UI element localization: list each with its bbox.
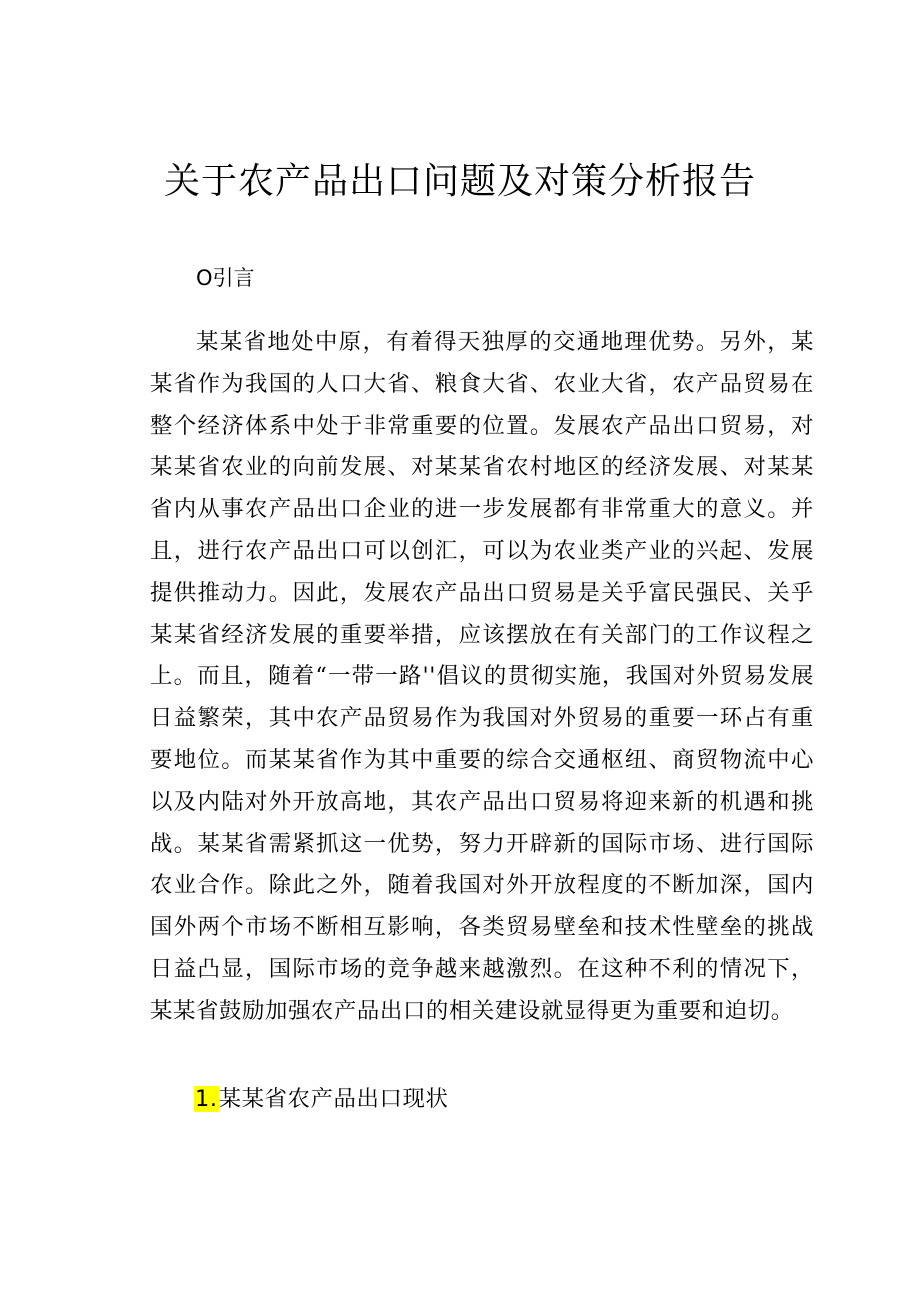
subheading-label: 某某省农产品出口现状 xyxy=(218,1086,449,1112)
introduction-paragraph: 某某省地处中原，有着得天独厚的交通地理优势。另外，某某省作为我国的人口大省、粮食大省、农业大省，农产品贸易在整个经济体系中处于非常重要的位置。发展农产品出口贸易，对某某省农业的向前发展、对某某省农村地区的经济发展、对某某省内从事农产品出口企业的进一步发展都有非常重大的意义。并且，进行农产品出口可以创汇，可以为农业类产业的兴起、发展提供推动力。因此，发展农产品出口贸易是关乎富民强民、关乎某某省经济发展的重要举措，应该摆放在有关部门的工作议程之上。而且，随着“一带一路''倡议的贯彻实施，我国对外贸易发展日益繁荣，其中农产品贸易作为我国对外贸易的重要一环占有重要地位。而某某省作为其中重要的综合交通枢纽、商贸物流中心以及内陆对外开放高地，其农产品出口贸易将迎来新的机遇和挑战。某某省需紧抓这一优势，努力开辟新的国际市场、进行国际农业合作。除此之外，随着我国对外开放程度的不断加深，国内国外两个市场不断相互影响，各类贸易壁垒和技术性壁垒的挑战日益凸显，国际市场的竞争越来越激烈。在这种不利的情况下，某某省鼓励加强农产品出口的相关建设就显得更为重要和迫切。 xyxy=(150,329,814,1024)
subheading-export-status xyxy=(194,1079,448,1119)
section-heading-introduction: O引言 xyxy=(196,266,255,290)
document-title: 关于农产品出口问题及对策分析报告 xyxy=(163,161,756,202)
highlighted-section-number: 1. xyxy=(195,1086,218,1112)
